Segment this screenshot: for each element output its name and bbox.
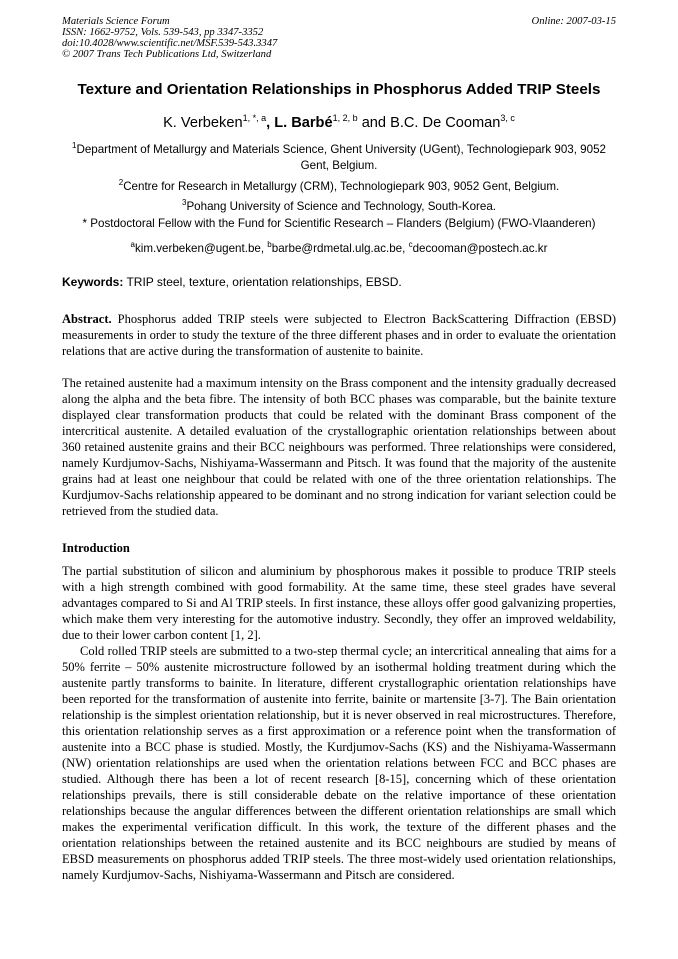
keywords-text: TRIP steel, texture, orientation relationships, EBSD.: [123, 275, 402, 289]
abstract-paragraph-2: The retained austenite had a maximum intensity on the Brass component and the intensity gradually decreased along the alpha and the beta fibre. The intensity of both BCC phases was comparable, but the bainite texture displayed clear transformation products that could be related with the dominant Brass component of the intercritical austenite. A detailed evaluation of the crystallographic orientation relationships between about 360 retained austenite grains and their BCC neighbours was performed. Three relationships were considered, namely Kurdjumov-Sachs, Nishiyama-Wassermann and Pitsch. It was found that the majority of the austenite grains had at least one neighbour that could be related with one of the three orientation relationships. The Kurdjumov-Sachs relationship appeared to be dominant and no strong indication for variant selection could be retrieved from the studied data.: [62, 376, 616, 518]
email-superscript: b: [267, 240, 272, 249]
email-address: decooman@postech.ac.kr: [412, 242, 548, 255]
author-superscript: 1, *, a: [242, 113, 267, 123]
abstract-text: Phosphorus added TRIP steels were subjected to Electron BackScattering Diffraction (EBSD) measurements in order to study the texture of the three different phases and in order to evaluate the orientation relations that are active during the transformation of austenite to bainite.: [62, 312, 616, 358]
affiliation-2: [62, 175, 616, 195]
intro-paragraph-1: The partial substitution of silicon and aluminium by phosphorous makes it possible to produce TRIP steels with a high strength combined with good formability. At the same time, these steel grades have several advantages compared to Si and Al TRIP steels. In first instance, these alloys offer good galvanizing properties, which make them very interesting for the automotive industry. Secondly, they offer an improved weldability, due to their lower carbon content [1, 2].: [62, 564, 616, 642]
affiliation-text: Department of Metallurgy and Materials Science, Ghent University (UGent), Technologiepark 903, 9052 Gent, Belgium.: [76, 143, 606, 172]
affiliation-superscript: 3: [181, 198, 187, 207]
email-superscript: a: [130, 240, 135, 249]
journal-name: Materials Science Forum: [62, 16, 170, 27]
author-superscript: 1, 2, b: [332, 113, 358, 123]
affiliation-superscript: 1: [72, 141, 77, 150]
fellowship-note: * Postdoctoral Fellow with the Fund for Scientific Research – Flanders (Belgium) (FWO-Vlaanderen): [82, 217, 596, 230]
journal-issn: ISSN: 1662-9752, Vols. 539-543, pp 3347-3352: [62, 27, 264, 38]
paper-title: Texture and Orientation Relationships in Phosphorus Added TRIP Steels: [77, 81, 601, 98]
journal-header: [62, 16, 616, 60]
keywords: [62, 275, 616, 289]
email-superscript: c: [408, 240, 413, 249]
author-name: K. Verbeken: [163, 115, 243, 131]
journal-doi: doi:10.4028/www.scientific.net/MSF.539-543.3347: [62, 38, 278, 49]
online-date: Online: 2007-03-15: [531, 16, 616, 27]
affiliation-text: Pohang University of Science and Technology, South-Korea.: [186, 200, 497, 213]
journal-copyright: © 2007 Trans Tech Publications Ltd, Switzerland: [62, 49, 272, 60]
email-list: [62, 237, 616, 257]
author-list: [62, 113, 616, 131]
author-name: and B.C. De Cooman: [361, 115, 501, 131]
affiliation-3: [62, 195, 616, 215]
keywords-label: Keywords:: [62, 275, 124, 289]
affiliation-text: Centre for Research in Metallurgy (CRM), Technologiepark 903, 9052 Gent, Belgium.: [123, 180, 560, 193]
email-address: barbe@rdmetal.ulg.ac.be,: [271, 242, 409, 255]
abstract-paragraph: [62, 311, 616, 359]
section-heading: Introduction: [62, 541, 130, 555]
intro-paragraph-2: Cold rolled TRIP steels are submitted to a two-step thermal cycle; an intercritical annealing that aims for a 50% ferrite – 50% austenite microstructure followed by an isothermal holding treatment during which the austenite partly transforms to bainite. In literature, different crystallographic orientation relationships have been reported for the transformation of austenite into ferrite, bainite or martensite [3-7]. The Bain orientation relationship is the simplest orientation relationship, but it is never observed in real microstructures. Therefore, this orientation relationship serves as a first approximation or a reference point when the transformation of austenite into a BCC phase is studied. Mostly, the Kurdjumov-Sachs (KS) and the Nishiyama-Wassermann (NW) orientation relationships are used when the orientation relations between FCC and BCC phases are studied. Although there has been a lot of recent research [8-15], concerning which of these orientation relationships prevails, there is still considerable debate on the relative importance of these orientation relationships because the angular differences between the different orientation relationships are small which makes the experimental verification difficult. In this work, the texture of the different phases and the orientation relationships between the retained austenite and its BCC neighbours are studied by means of EBSD measurements on phosphorus added TRIP steels. The three most-widely used orientation relationships, namely Kurdjumov-Sachs, Nishiyama-Wassermann and Pitsch are considered.: [62, 644, 616, 882]
email-address: kim.verbeken@ugent.be,: [135, 242, 268, 255]
author-superscript: 3, c: [500, 113, 515, 123]
author-name: , L. Barbé: [266, 115, 333, 131]
affiliation-1: [62, 138, 616, 174]
abstract-label: Abstract.: [62, 312, 112, 326]
affiliation-superscript: 2: [118, 178, 124, 187]
